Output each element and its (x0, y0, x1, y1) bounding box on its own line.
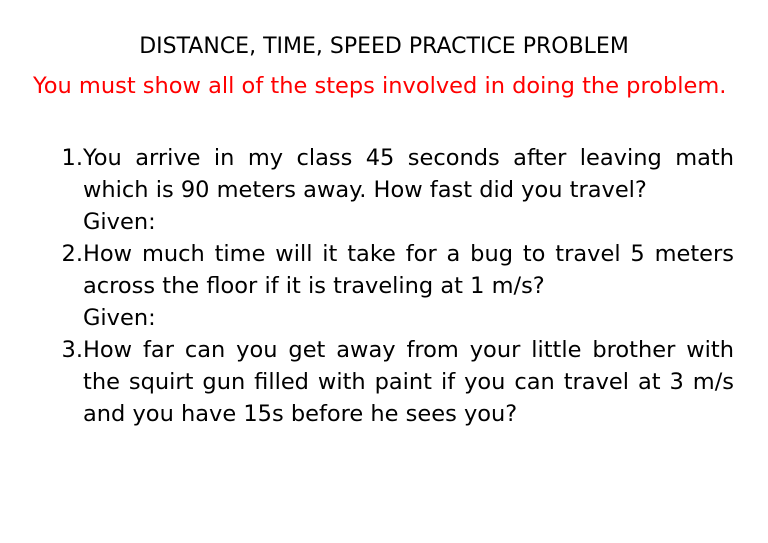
given-label: Given: (83, 305, 156, 331)
problem-body (83, 142, 734, 238)
problem-body (83, 238, 734, 334)
slide-title: DISTANCE, TIME, SPEED PRACTICE PROBLEM (139, 34, 629, 59)
problem-number: 3. (61, 337, 83, 363)
given-label: Given: (83, 209, 156, 235)
instruction-text: You must show all of the steps involved in doing the problem. (33, 73, 727, 99)
problem-item (33, 142, 734, 238)
problem-list (33, 142, 734, 430)
problem-text: How far can you get away from your little brother with the squirt gun filled with paint if you can travel at 3 m/s and you have 15s before he sees you? (83, 337, 734, 427)
problem-item (33, 334, 734, 430)
problem-text: How much time will it take for a bug to travel 5 meters across the floor if it is traveling at 1 m/s? (83, 241, 734, 299)
problem-body (83, 334, 734, 430)
problem-number: 1. (61, 145, 83, 171)
problem-item (33, 238, 734, 334)
problem-number: 2. (61, 241, 83, 267)
problem-text: You arrive in my class 45 seconds after leaving math which is 90 meters away. How fast did you travel? (83, 145, 734, 203)
